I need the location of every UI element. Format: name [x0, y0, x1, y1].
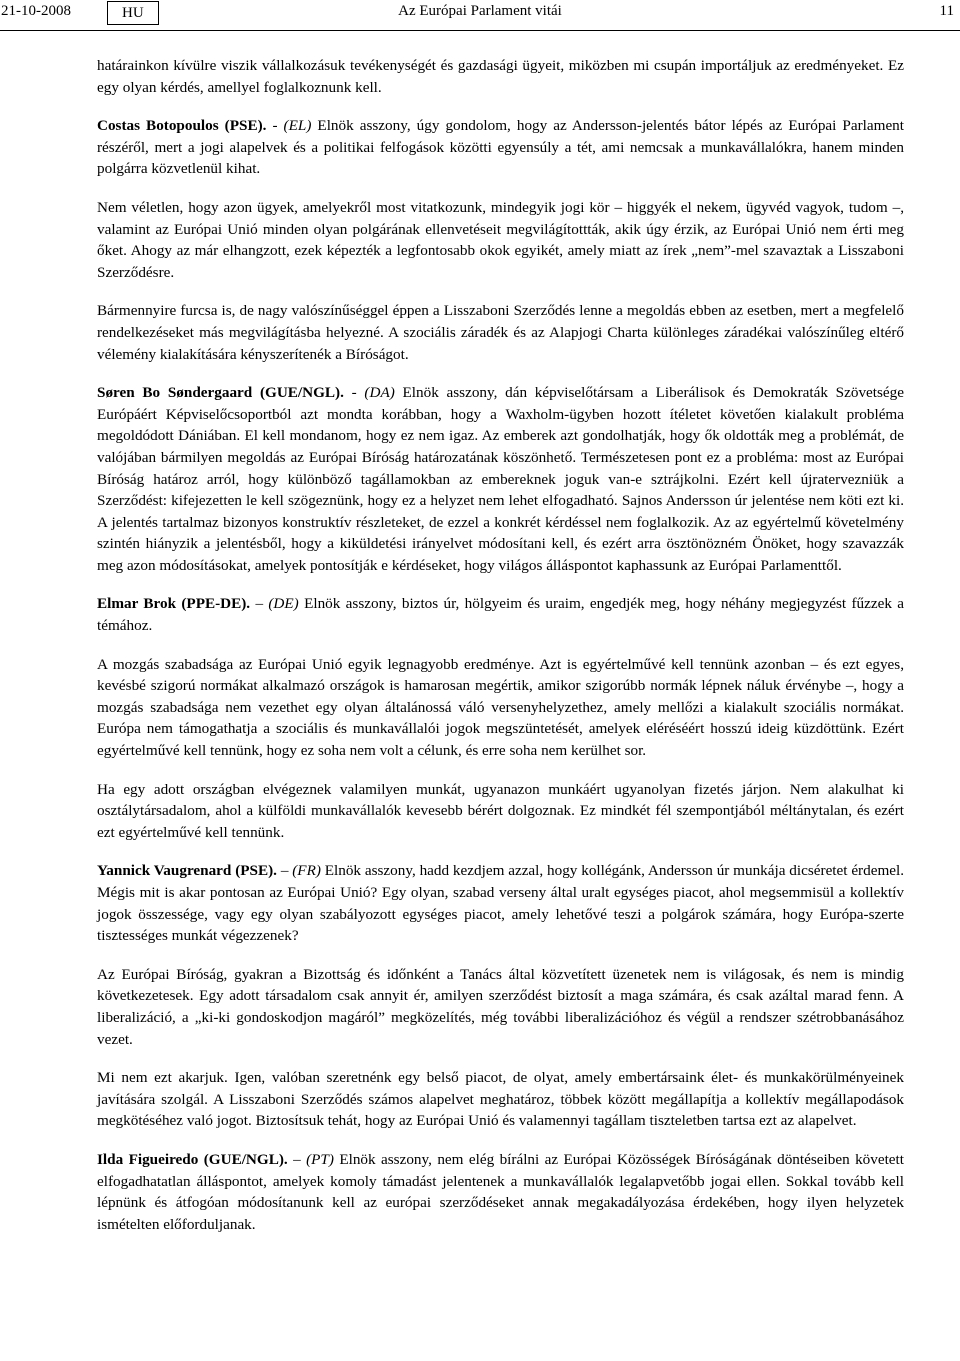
- speaker-separator: -: [266, 117, 284, 135]
- speaker-name: Ilda Figueiredo (GUE/NGL).: [97, 1150, 288, 1168]
- speaker-name: Costas Botopoulos (PSE).: [97, 117, 267, 135]
- paragraph-text: Elnök asszony, dán képviselőtársam a Liberálisok és Demokraták Szövetsége Európáért Képviselőcsoportból azt mondta korábban, hogy a Waxholm-ügyben hozott ítéletet követően kialakult probléma megoldódott Dániában. El kell mondanom, hogy ez nem igaz. Az emberek azt gondolhatják, hogy ők oldották meg a problémát, de valójában bármilyen megoldás az Európai Bíróság határozatának köszönhető. Természetesen pont ez a probléma: most az Európai Bíróság határoz arról, hogy különböző tagállamokban az embereknek joguk van-e sztrájkolni. Ezért kell újratervezniük a Szerződést: kifejezetten le kell szögeznünk, hogy ez a helyzet nem lehet elfogadható. Sajnos Andersson úr jelentése nem köti ezt ki. A jelentés tartalmaz bizonyos konstruktív részleteket, de ezzel a konkrét kérdéssel nem foglalkozik. Az az egyértelmű követelmény szintén hiányzik a jelentésből, hogy a kiküldetési irányelvet módosítani kell, és ezért arra ösztönözném Önöket, hogy szavazzák meg azon módosításokat, amelyek pontosítják e kérdéseket, hogy világos álláspontot kaphassunk az Európai Parlamenttől.: [97, 384, 904, 574]
- language-tag: (DE): [268, 595, 299, 613]
- paragraph: [97, 964, 904, 1050]
- speech-paragraph: [97, 382, 904, 576]
- paragraph-text: Elnök asszony, biztos úr, hölgyeim és uraim, engedjék meg, hogy néhány megjegyzést fűzzek a témához.: [97, 595, 904, 635]
- paragraph-text: Nem véletlen, hogy azon ügyek, amelyekről most vitatkozunk, mindegyik jogi kör – higgyék el nekem, ügyvéd vagyok, tudom –, valamint az Európai Unió minden olyan polgárának ellenvetéseit megvilágítottták, akik úgy érzik, az Európai Unió nem érti meg őket. Ahogy az már elhangzott, ezek képezték a legfontosabb okok egyikét, amely miatt az írek „nem”-mel szavaztak a Lisszaboni Szerződésre.: [97, 198, 904, 281]
- paragraph-text: Elnök asszony, úgy gondolom, hogy az Andersson-jelentés bátor lépés az Európai Parlament részéről, mert a jogi alapelvek és a politikai felfogások közötti egyensúly a tét, ami nemcsak a munkavállalókra, hanem minden polgárra közvetlenül kihat.: [97, 117, 904, 178]
- paragraph-text: Elnök asszony, hadd kezdjem azzal, hogy kollégánk, Andersson úr munkája dicséretet érdemel. Mégis mit is akar pontosan az Európai Unió? Egy olyan, szabad verseny által uralt egységes piacot, ahol megsemmisül a kollektív jogok összessége, vagy egy olyan szabályozott egységes piacot, amely lehetővé teszi a polgárok számára, hogy Európa-szerte tisztességes munkát végezzenek?: [97, 862, 905, 945]
- language-tag: (DA): [364, 384, 395, 402]
- language-code-box: HU: [107, 1, 159, 25]
- paragraph-text: határainkon kívülre viszik vállalkozásuk tevékenységét és gazdasági ügyeit, miközben mi csupán importáljuk az eredményeket. Ez egy olyan kérdés, amellyel foglalkoznunk kell.: [97, 57, 904, 96]
- page-number: 11: [939, 3, 954, 19]
- speaker-name: Elmar Brok (PPE-DE).: [97, 595, 251, 613]
- document-body: [0, 31, 960, 1235]
- speaker-separator: –: [250, 595, 269, 613]
- paragraph: [97, 1067, 904, 1132]
- paragraph-text: A mozgás szabadsága az Európai Unió egyik legnagyobb eredménye. Azt is egyértelművé kell tennünk azonban – és ezt egyes, kevésbé szigorú normákat alkalmazó országok is hamarosan megértik, amikor szigorúbb normák lépnek náluk érvénybe –, hogy a mozgás szabadsága nem vezethet egy olyan általánossá váló versenyhelyzethez, amely mellőzi a kialakult szociális normákat. Európa nem támogathatja a szociális és munkavállalói jogok megszüntetését, amelyek eléréséért hosszú ideig küzdöttünk. Ezért egyértelművé kell tennünk, hogy ez soha nem volt a célunk, és erre soha nem kerülhet sor.: [97, 655, 904, 760]
- speech-paragraph: [97, 860, 904, 946]
- language-tag: (PT): [306, 1150, 334, 1168]
- language-tag: (EL): [283, 117, 312, 135]
- speech-paragraph: [97, 1149, 904, 1235]
- paragraph-text: Ha egy adott országban elvégeznek valamilyen munkát, ugyanazon munkáért ugyanolyan fizetés járjon. Nem alakulhat ki osztálytársadalom, ahol a külföldi munkavállalók kevesebb bérért dolgoznak. Ez mindkét fél szempontjából méltánytalan, és ezért ezt egyértelművé kell tennünk.: [97, 780, 904, 841]
- paragraph: [97, 55, 904, 98]
- paragraph-text: Elnök asszony, nem elég bírálni az Európai Közösségek Bíróságának döntéseiben követett elfogadhatatlan álláspontot, amelyek komoly támadást jelentenek a munkavállalók legalapvetőbb jogai ellen. Sokkal tovább kell lépnünk és átfogóan módosítanunk kell az európai szerződéseket annak megakadályozása érdekében, hogy ilyen helyzetek ismételten előforduljanak.: [97, 1150, 904, 1233]
- paragraph-text: Bármennyire furcsa is, de nagy valószínűséggel éppen a Lisszaboni Szerződés lenne a megoldás ebben az esetben, mert a megfelelő rendelkezéseket más megvilágításba helyezné. A szociális záradék és az Alapjogi Charta különleges záradékai valószínűleg eltérő vélemény kialakítására kényszerítenék a Bíróságot.: [97, 302, 904, 363]
- speaker-separator: –: [287, 1150, 307, 1168]
- speaker-name: Yannick Vaugrenard (PSE).: [97, 862, 277, 880]
- speaker-separator: –: [276, 862, 293, 880]
- paragraph: [97, 779, 904, 844]
- speaker-separator: -: [343, 384, 365, 402]
- paragraph-text: Az Európai Bíróság, gyakran a Bizottság és időnként a Tanács által közvetített üzenetek nem is világosak, és nem is mindig következetesek. Egy adott társadalom csak annyit ér, amilyen szerződést biztosít a maga számára, és csak azáltal marad fenn. A liberalizáció, a „ki-ki gondoskodjon magáról” megközelítés, még további liberalizációhoz és végül a rendszer szétrobbanásához vezet.: [97, 965, 904, 1048]
- paragraph: [97, 654, 904, 762]
- speech-paragraph: [97, 115, 904, 180]
- speaker-name: Søren Bo Søndergaard (GUE/NGL).: [97, 384, 344, 402]
- speech-paragraph: [97, 593, 904, 636]
- language-tag: (FR): [292, 862, 321, 880]
- header-title: Az Európai Parlament vitái: [398, 3, 562, 19]
- paragraph: [97, 300, 904, 365]
- header-date: 21-10-2008: [1, 3, 71, 19]
- paragraph: [97, 197, 904, 283]
- page-header: [0, 0, 960, 31]
- paragraph-text: Mi nem ezt akarjuk. Igen, valóban szeretnénk egy belső piacot, de olyat, amely embertársaink élet- és munkakörülményeinek javítására szolgál. A Lisszaboni Szerződés számos alapelvet meghatároz, többek között megállapítja a kollektív megállapodások megkötéséhez való jogot. Biztosítsuk tehát, hogy az Európai Unió és valamennyi tagállam tiszteletben tartsa ezt az alapelvet.: [97, 1069, 904, 1130]
